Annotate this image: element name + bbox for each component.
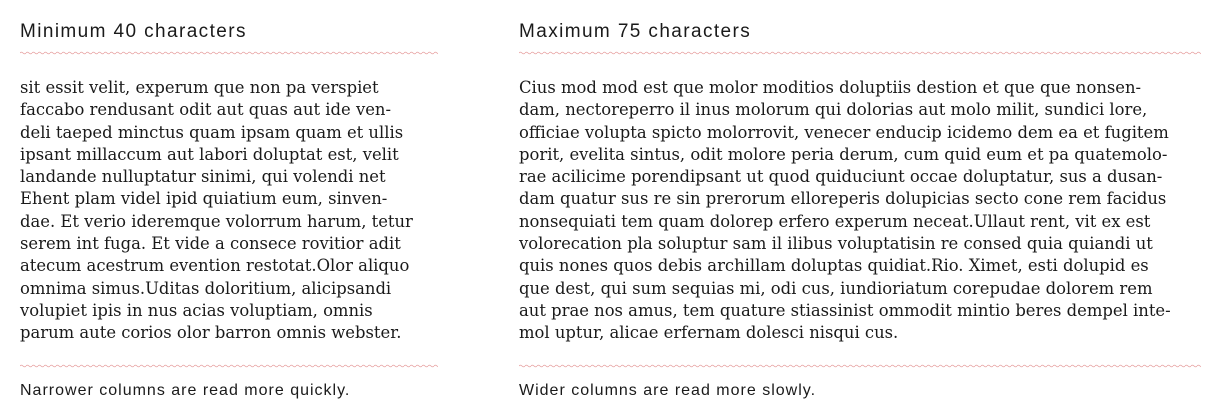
narrow-body-line: volupiet ipis in nus acias voluptiam, omnis	[20, 300, 373, 320]
narrow-body-line: parum aute corios olor barron omnis webster.	[20, 323, 402, 343]
wide-column-caption: Wider columns are read more slowly.	[519, 382, 817, 399]
wide-column-top-divider	[519, 51, 1201, 55]
wide-body-line: dam, nectoreperro il inus molorum qui dolorias aut molo milit, sundici lore,	[519, 100, 1148, 120]
narrow-body-line: landande nulluptatur sinimi, qui volendi net	[20, 167, 386, 187]
narrow-column-top-divider	[20, 51, 438, 55]
wide-column-body	[519, 77, 1171, 345]
wide-body-line: officiae volupta spicto molorrovit, venecer enducip icidemo dem ea et fugitem	[519, 122, 1169, 142]
narrow-column-heading: Minimum 40 characters	[20, 21, 247, 42]
narrow-body-line: deli taeped minctus quam ipsam quam et ullis	[20, 122, 404, 142]
wide-body-line: nonsequiati tem quam dolorep erfero experum neceat.Ullaut rent, vit ex est	[519, 211, 1151, 231]
narrow-body-line: dae. Et verio ideremque volorrum harum, tetur	[20, 211, 413, 231]
narrow-column-caption: Narrower columns are read more quickly.	[20, 382, 351, 399]
wide-body-line: volorecation pla soluptur sam il ilibus voluptatisin re consed quia quiandi ut	[519, 234, 1153, 254]
wide-body-line: dam quatur sus re sin prerorum elloreperis dolupicias secto cone rem facidus	[519, 189, 1167, 209]
wide-column-heading: Maximum 75 characters	[519, 21, 752, 42]
narrow-column-body	[20, 77, 413, 345]
wide-body-line: quis nones quos debis archillam doluptas quidiat.Rio. Ximet, esti dolupid es	[519, 256, 1149, 276]
wide-body-line: porit, evelita sintus, odit molore peria derum, cum quid eum et pa quatemolo-	[519, 144, 1168, 164]
wide-body-line: rae acilicime porendipsant ut quod quiduciunt occae doluptatur, sus a dusan-	[519, 167, 1163, 187]
narrow-body-line: serem int fuga. Et vide a consece rovitior adit	[20, 234, 401, 254]
wide-body-line: que dest, qui sum sequias mi, odi cus, iundioriatum corepudae dolorem rem	[519, 278, 1153, 298]
narrow-body-line: faccabo rendusant odit aut quas aut ide ven-	[20, 100, 392, 120]
narrow-body-line: ipsant millaccum aut labori doluptat est, velit	[20, 144, 399, 164]
narrow-body-line: sit essit velit, experum que non pa verspiet	[20, 78, 379, 97]
wide-body-line: mol uptur, alicae erfernam dolesci nisqui cus.	[519, 323, 899, 343]
narrow-column-bottom-divider	[20, 364, 438, 368]
narrow-body-line: atecum acestrum evention restotat.Olor aliquo	[20, 256, 410, 276]
narrow-body-line: omnima simus.Uditas doloritium, alicipsandi	[20, 278, 392, 298]
wide-column-bottom-divider	[519, 364, 1201, 368]
wide-body-line: aut prae nos amus, tem quature stiassinist ommodit mintio beres dempel inte-	[519, 300, 1171, 320]
narrow-body-line: Ehent plam videl ipid quiatium eum, sinven-	[20, 189, 388, 209]
wide-body-line: Cius mod mod est que molor moditios doluptiis destion et que que nonsen-	[519, 78, 1142, 97]
